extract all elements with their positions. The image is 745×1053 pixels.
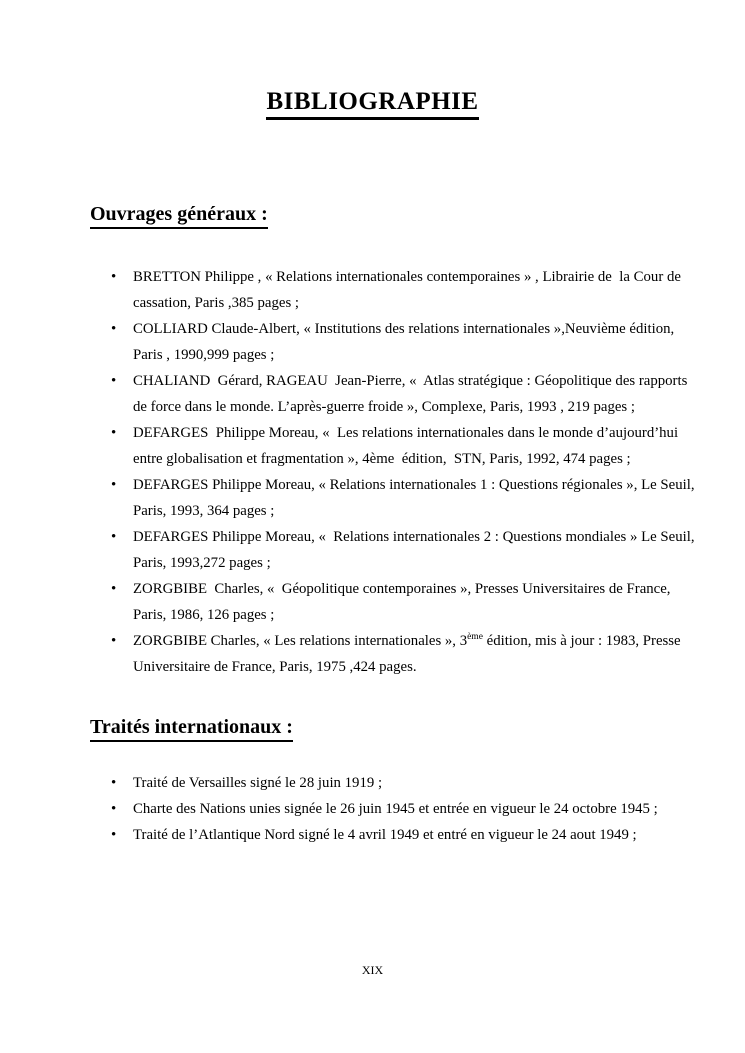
entry-text: DEFARGES Philippe Moreau, « Les relations internationales dans le monde d’aujourd’hui entre globalisation et fragmentation », 4ème édition, STN, Paris, 1992, 474 pages ;	[133, 425, 679, 467]
bibliography-entry	[90, 628, 695, 680]
entry-text: ZORGBIBE Charles, « Géopolitique contemporaines », Presses Universitaires de France, Paris, 1986, 126 pages ;	[133, 581, 671, 623]
section-heading-label: Traités internationaux :	[90, 716, 293, 742]
bibliography-entry	[90, 368, 695, 420]
entry-text: ZORGBIBE Charles, « Les relations internationales », 3	[133, 633, 468, 649]
entry-text: DEFARGES Philippe Moreau, « Relations internationales 1 : Questions régionales », Le Seuil, Paris, 1993, 364 pages ;	[133, 477, 695, 519]
treaty-list	[90, 770, 695, 848]
bibliography-entry	[90, 472, 695, 524]
section-heading-traites	[90, 714, 695, 740]
bibliography-entry	[90, 316, 695, 368]
entry-text: BRETTON Philippe , « Relations internationales contemporaines » , Librairie de la Cour de cassation, Paris ,385 pages ;	[133, 269, 681, 311]
section-heading-label: Ouvrages généraux :	[90, 203, 268, 229]
section-heading-ouvrages	[90, 201, 695, 227]
superscript-text: ème	[467, 632, 483, 643]
entry-text: Traité de l’Atlantique Nord signé le 4 avril 1949 et entré en vigueur le 24 aout 1949 ;	[133, 827, 637, 843]
treaty-entry	[90, 770, 695, 796]
entry-text: DEFARGES Philippe Moreau, « Relations internationales 2 : Questions mondiales » Le Seuil, Paris, 1993,272 pages ;	[133, 529, 695, 571]
bibliography-entry	[90, 264, 695, 316]
entry-text: édition, mis à jour : 1983, Presse Universitaire de France, Paris, 1975 ,424 pages.	[133, 633, 681, 675]
bibliography-list	[90, 264, 695, 680]
bibliography-entry	[90, 420, 695, 472]
treaty-entry	[90, 796, 695, 822]
title-block	[0, 86, 745, 117]
entry-text: Traité de Versailles signé le 28 juin 1919 ;	[133, 775, 383, 791]
bibliography-entry	[90, 576, 695, 628]
page-footer	[0, 962, 745, 978]
bibliography-entry	[90, 524, 695, 576]
entry-text: CHALIAND Gérard, RAGEAU Jean-Pierre, « Atlas stratégique : Géopolitique des rapports de force dans le monde. L’après-guerre froide », Complexe, Paris, 1993 , 219 pages ;	[133, 373, 688, 415]
entry-text: Charte des Nations unies signée le 26 juin 1945 et entrée en vigueur le 24 octobre 1945 ;	[133, 801, 658, 817]
document-title: BIBLIOGRAPHIE	[266, 88, 478, 120]
page-number: XIX	[361, 963, 384, 977]
entry-text: COLLIARD Claude-Albert, « Institutions des relations internationales »,Neuvième édition, Paris , 1990,999 pages ;	[133, 321, 675, 363]
treaty-entry	[90, 822, 695, 848]
